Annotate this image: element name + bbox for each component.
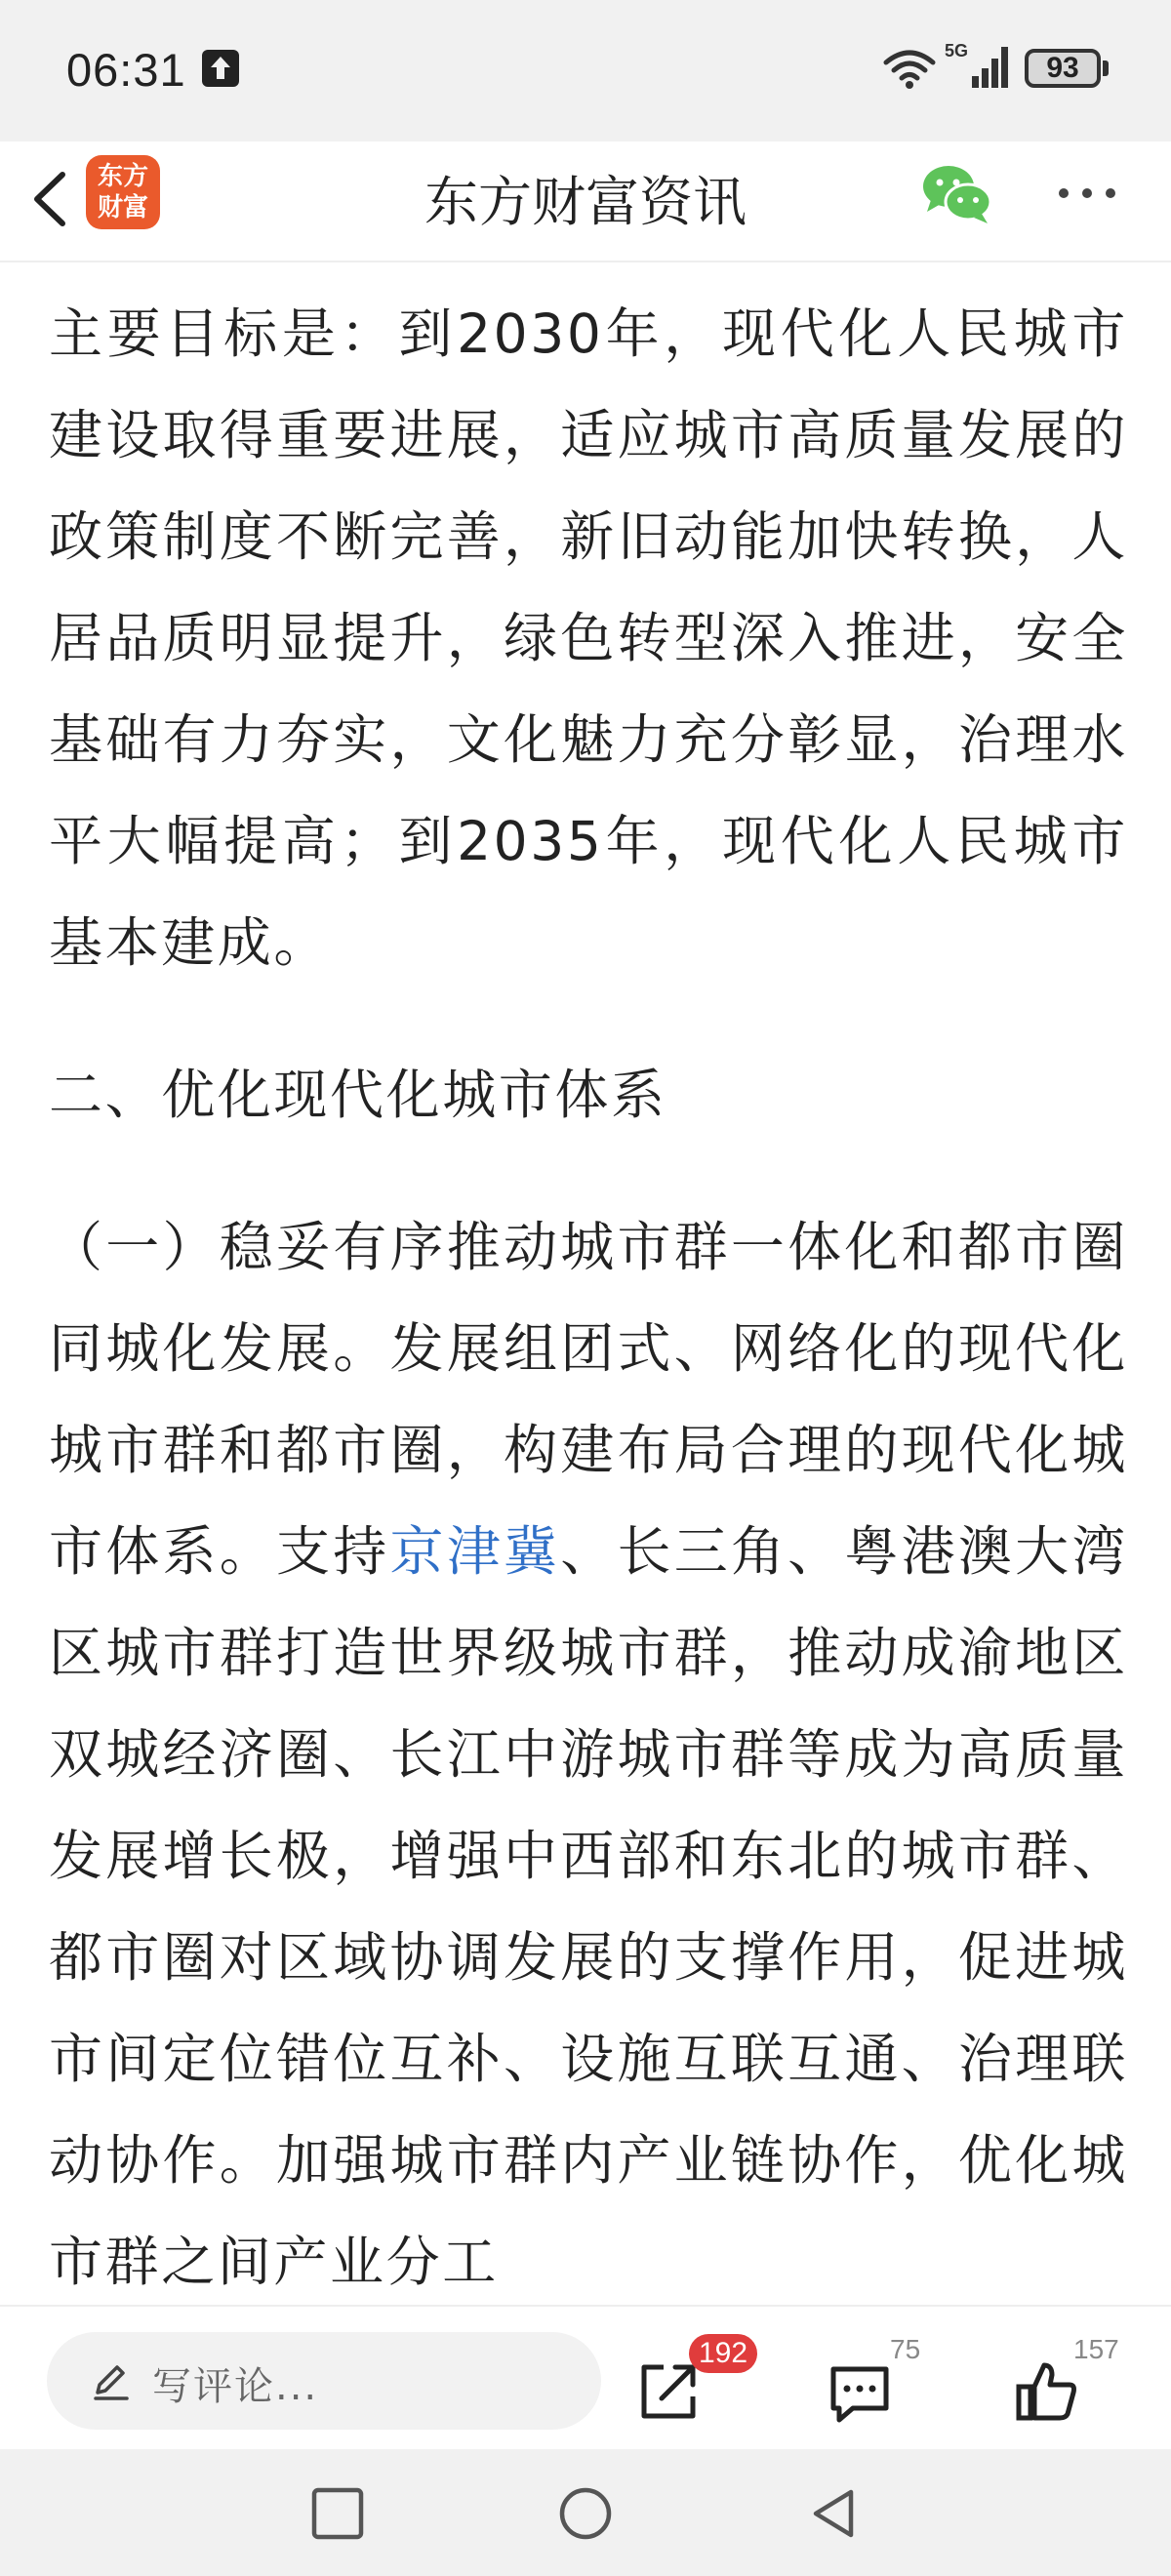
comment-count: 75 xyxy=(890,2334,921,2364)
section-heading: 二、优化现代化城市体系 xyxy=(49,1064,667,1126)
comment-bar xyxy=(0,2305,1171,2451)
article-body xyxy=(49,283,1128,2303)
comment-input[interactable] xyxy=(47,2332,601,2430)
stock-link[interactable]: 京津冀 xyxy=(389,1520,561,1583)
share-icon xyxy=(634,2357,703,2426)
upload-icon xyxy=(201,49,240,88)
recent-apps-icon[interactable] xyxy=(310,2486,365,2541)
logo-text: 东方财富 xyxy=(97,162,148,222)
share-button[interactable] xyxy=(634,2328,751,2435)
like-icon xyxy=(1013,2357,1081,2426)
more-icon[interactable] xyxy=(1056,181,1118,206)
network-type-label: 5G xyxy=(945,41,969,60)
signal-icon xyxy=(943,41,1013,90)
status-bar xyxy=(0,0,1171,141)
comment-icon xyxy=(826,2357,894,2426)
page-title: 东方财富资讯 xyxy=(424,171,747,233)
battery-level: 93 xyxy=(1046,52,1079,84)
wifi-icon xyxy=(882,47,937,90)
pen-icon xyxy=(88,2357,135,2404)
share-count-badge: 192 xyxy=(689,2334,757,2373)
comments-button[interactable] xyxy=(826,2328,943,2435)
article-paragraph: 主要目标是：到2030年，现代化人民城市建设取得重要进展，适应城市高质量发展的政策制度不断完善，新旧动能加快转换，人居品质明显提升，绿色转型深入推进，安全基础有力夯实，文化魅力充分彰显，治理水平大幅提高；到2035年，现代化人民城市基本建成。 xyxy=(49,302,1128,974)
battery-icon xyxy=(1025,49,1101,88)
like-button[interactable] xyxy=(1013,2328,1130,2435)
system-nav-bar xyxy=(0,2449,1171,2576)
header-bar xyxy=(0,141,1171,262)
battery-tip xyxy=(1103,60,1109,76)
back-nav-icon[interactable] xyxy=(806,2486,861,2541)
clock: 06:31 xyxy=(66,44,186,96)
paragraph-text: 、长三角、粤港澳大湾区城市群打造世界级城市群，推动成渝地区双城经济圈、长江中游城市群等成为高质量发展增长极，增强中西部和东北的城市群、都市圈对区域协调发展的支撑作用，促进城市间定位错位互补、设施互联互通、治理联动协作。加强城市群内产业链协作，优化城市群之间产业分工 xyxy=(49,1520,1128,2293)
back-icon[interactable] xyxy=(21,165,80,233)
wechat-icon[interactable] xyxy=(921,163,993,225)
article-paragraph xyxy=(49,1196,1128,2303)
comment-placeholder: 写评论... xyxy=(152,2364,319,2409)
like-count: 157 xyxy=(1073,2334,1119,2364)
paragraph-text: （一）稳妥有序推动城市群一体化和都市圈同城化发展。发展组团式、网络化的现代化城市群和都市圈，构建布局合理的现代化城市体系。支持 xyxy=(49,1216,1128,1583)
home-icon[interactable] xyxy=(558,2486,613,2541)
app-logo[interactable] xyxy=(86,155,160,229)
